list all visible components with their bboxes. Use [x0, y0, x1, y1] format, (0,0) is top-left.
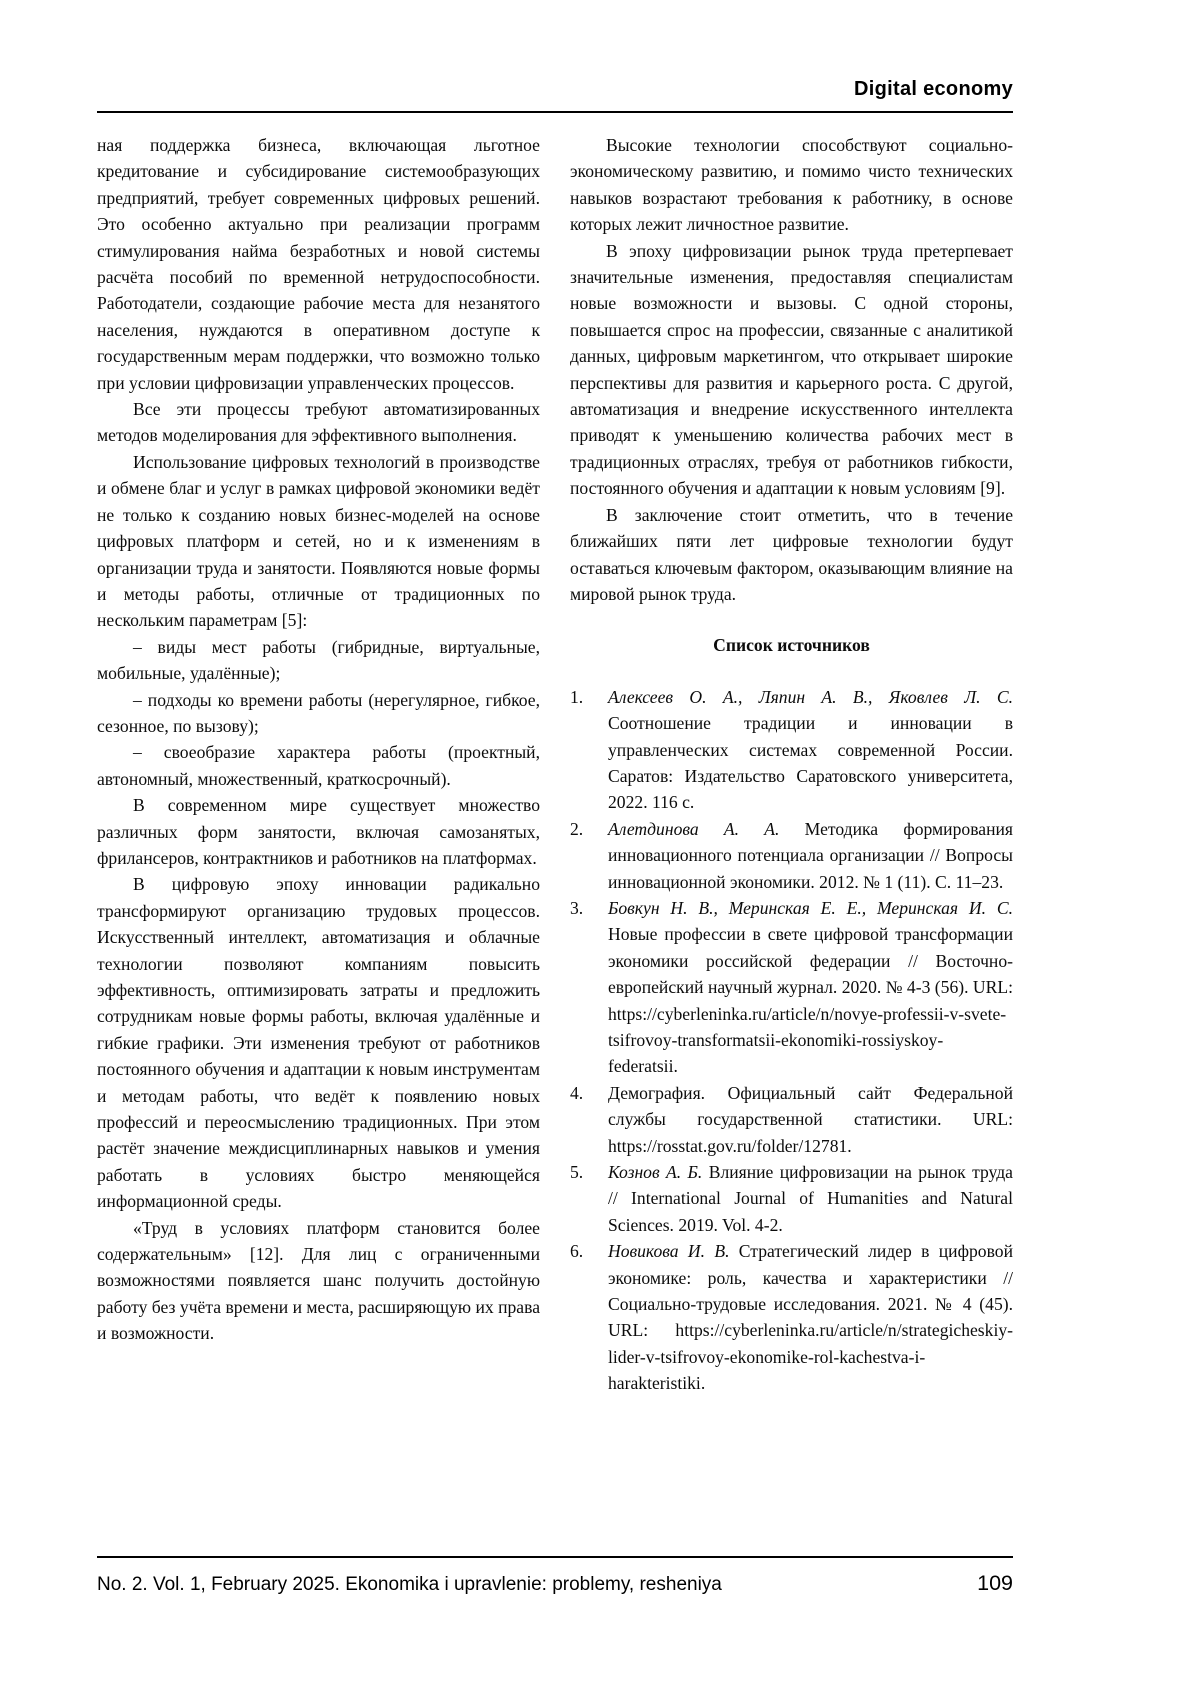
reference-authors: Бовкун Н. В., Меринская Е. Е., Меринская И. С.: [608, 897, 1013, 918]
reference-text: Алетдинова А. А. Методика формирования инновационного потенциала организации // Вопросы инновационной экономики. 2012. № 1 (11). С. 11–23.: [608, 818, 1014, 892]
paragraph: В современном мире существует множество различных форм занятости, включая самозанятых, фрилансеров, контрактников и работников на платформах.: [97, 795, 540, 868]
paragraph: – своеобразие характера работы (проектный, автономный, множественный, краткосрочный).: [97, 742, 540, 789]
reference-item: [570, 895, 1013, 1080]
paragraph: «Труд в условиях платформ становится более содержательным» [12]. Для лиц с ограниченными возможностями появляется шанс получить достойную работу без учёта времени и места, расширяющую их права и возможности.: [97, 1217, 540, 1344]
paragraph: В заключение стоит отметить, что в течение ближайших пяти лет цифровые технологии будут оставаться ключевым фактором, оказывающим влияние на мировой рынок труда.: [570, 504, 1013, 604]
reference-authors: Кознов А. Б.: [608, 1162, 709, 1183]
footer-journal-line: No. 2. Vol. 1, February 2025. Ekonomika i upravlenie: problemy, resheniya: [97, 1574, 722, 1595]
page-footer: [97, 1556, 1013, 1596]
footer-rule: [97, 1556, 1013, 1558]
reference-authors: Алетдинова А. А.: [608, 818, 805, 839]
paragraph: – подходы ко времени работы (нерегулярное, гибкое, сезонное, по вызову);: [97, 689, 540, 736]
reference-text: Алексеев О. А., Ляпин А. В., Яковлев Л. С. Соотношение традиции и инновации в управленческих системах современной России. Саратов: Издательство Саратовского университета, 2022. 116 с.: [608, 686, 1013, 813]
paragraph: Использование цифровых технологий в производстве и обмене благ и услуг в рамках цифровой экономики ведёт не только к созданию новых бизнес-моделей на основе цифровых платформ и сетей, но и к изменениям в организации труда и занятости. Появляются новые формы и методы работы, отличные от традиционных по нескольким параметрам [5]:: [97, 451, 540, 631]
paragraph: В эпоху цифровизации рынок труда претерпевает значительные изменения, предоставляя специалистам новые возможности и вызовы. С одной стороны, повышается спрос на профессии, связанные с аналитикой данных, цифровым маркетингом, что открывает широкие перспективы для развития и карьерного роста. С другой, автоматизация и внедрение искусственного интеллекта приводят к уменьшению количества рабочих мест в традиционных отраслях, требуя от работников гибкости, постоянного обучения и адаптации к новым условиям [9].: [570, 240, 1013, 499]
right-column: [570, 132, 1013, 1397]
references-title: Список источников: [713, 635, 870, 656]
paragraph: – виды мест работы (гибридные, виртуальные, мобильные, удалённые);: [97, 636, 540, 684]
reference-item: [570, 1159, 1013, 1238]
page-number: 109: [977, 1571, 1013, 1595]
paragraph: Все эти процессы требуют автоматизированных методов моделирования для эффективного выполнения.: [97, 399, 540, 446]
reference-text: Кознов А. Б. Влияние цифровизации на рынок труда // International Journal of Humanities and Natural Sciences. 2019. Vol. 4-2.: [608, 1162, 1013, 1235]
paragraph: В цифровую эпоху инновации радикально трансформируют организацию трудовых процессов. Искусственный интеллект, автоматизация и облачные технологии позволяют компаниям повысить эффективность, оптимизировать затраты и предложить сотрудникам новые формы работы, включая удалённые и гибкие графики. Эти изменения требуют от работников постоянного обучения и адаптации к новым инструментам и методам работы, что ведёт к появлению новых профессий и переосмыслению традиционных. При этом растёт значение междисциплинарных навыков и умения работать в условиях быстро меняющейся информационной среды.: [97, 874, 540, 1212]
reference-authors: Новикова И. В.: [608, 1241, 739, 1262]
reference-text: Новикова И. В. Стратегический лидер в цифровой экономике: роль, качества и характеристики // Социально-трудовые исследования. 2021. № 4 (45). URL: https://cyberleninka.ru/article/n/strategicheskiy-lider-v-tsifrovoy-ekonomike-rol-kachestva-i-harakteristiki.: [608, 1241, 1013, 1394]
reference-number: 1.: [570, 686, 584, 707]
page-header: [97, 78, 1013, 113]
header-rule: [97, 111, 1013, 113]
left-column: [97, 132, 540, 1397]
reference-text: Демография. Официальный сайт Федеральной службы государственной статистики. URL: https://rosstat.gov.ru/folder/12781.: [608, 1082, 1013, 1156]
article-body: [97, 132, 1013, 1397]
reference-item: [570, 1238, 1013, 1396]
reference-number: 4.: [570, 1082, 584, 1103]
reference-number: 6.: [570, 1241, 584, 1262]
reference-text: Бовкун Н. В., Меринская Е. Е., Меринская И. С. Новые профессии в свете цифровой трансформации экономики российской федерации // Восточно-европейский научный журнал. 2020. № 4-3 (56). URL: https://cyberleninka.ru/article/n/novye-professii-v-svete-tsifrovoy-transformatsii-ekonomiki-rossiyskoy-federatsii.: [608, 897, 1013, 1077]
paragraph: Высокие технологии способствуют социально-экономическому развитию, и помимо чисто технических навыков возрастают требования к работнику, в основе которых лежит личностное развитие.: [570, 135, 1013, 235]
reference-number: 2.: [570, 818, 584, 839]
paragraph: ная поддержка бизнеса, включающая льготное кредитование и субсидирование системообразующих предприятий, требует современных цифровых решений. Это особенно актуально при реализации программ стимулирования найма безработных и новой системы расчёта пособий по временной нетрудоспособности. Работодатели, создающие рабочие места для незанятого населения, нуждаются в оперативном доступе к государственным мерам поддержки, что возможно только при условии цифровизации управленческих процессов.: [97, 135, 540, 393]
reference-item: [570, 684, 1013, 816]
reference-authors: Алексеев О. А., Ляпин А. В., Яковлев Л. С.: [608, 686, 1013, 707]
reference-item: [570, 816, 1013, 895]
running-head: Digital economy: [854, 78, 1013, 100]
reference-number: 5.: [570, 1162, 584, 1183]
reference-item: [570, 1080, 1013, 1159]
reference-number: 3.: [570, 897, 584, 918]
